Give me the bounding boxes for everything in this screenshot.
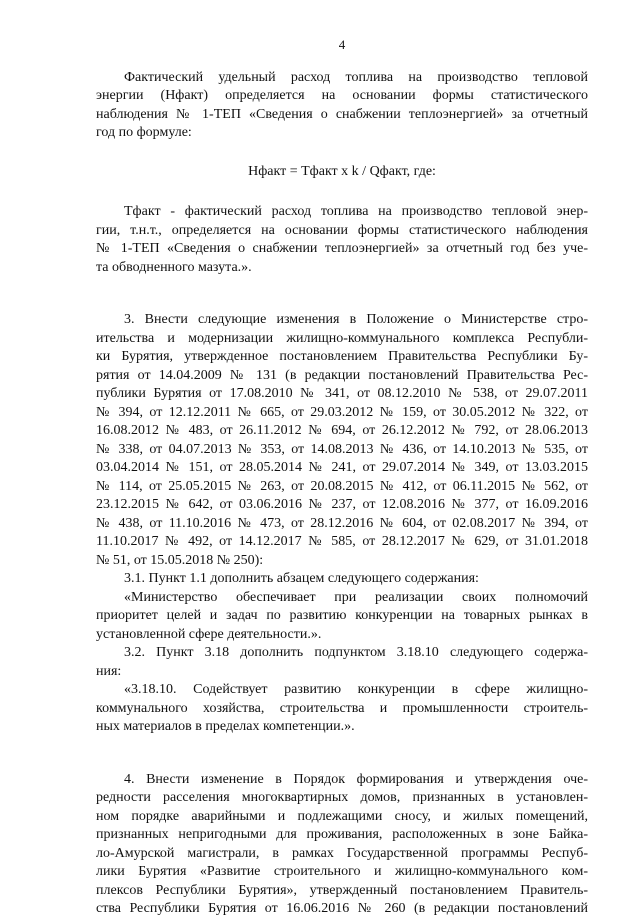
- formula: Нфакт = Тфакт x k / Qфакт, где:: [248, 163, 436, 179]
- text-line: лики Бурятия «Развитие строительного и жилищно-коммунального ком-: [96, 864, 588, 879]
- text-line: публики Бурятия от 17.08.2010 № 341, от 08.12.2010 № 538, от 29.07.2011: [96, 386, 588, 401]
- text-line: ном порядке аварийными и подлежащими сносу, и жилых помещений,: [96, 808, 588, 824]
- text-line: «Министерство обеспечивает при реализации своих полномочий: [124, 589, 588, 605]
- text-line: ки Бурятия, утвержденное постановлением Правительства Республики Бу-: [96, 349, 588, 364]
- text-line: 23.12.2015 № 642, от 03.06.2016 № 237, от 12.08.2016 № 377, от 16.09.2016: [96, 497, 588, 512]
- text-line: ных материалов в пределах компетенции.».: [96, 719, 355, 734]
- text-line: приоритет целей и задач по развитию конкуренции на товарных рынках в: [96, 608, 588, 623]
- text-line: 3. Внести следующие изменения в Положение о Министерстве стро-: [124, 312, 588, 327]
- text-line: № 438, от 11.10.2016 № 473, от 28.12.2016 № 604, от 02.08.2017 № 394, от: [96, 515, 588, 531]
- item-3-1-quote: [96, 589, 588, 645]
- text-line: гии, т.н.т., определяется на основании формы статистического наблюдения: [96, 222, 588, 238]
- text-line: признанных непригодными для проживания, расположенных в зоне Байка-: [96, 827, 588, 842]
- text-line: энергии (Нфакт) определяется на основании формы статистического: [96, 88, 588, 103]
- text-line: коммунального хозяйства, строительства и промышленности строитель-: [96, 700, 588, 716]
- text-line: 11.10.2017 № 492, от 14.12.2017 № 585, от 28.12.2017 № 629, от 31.01.2018: [96, 534, 588, 549]
- text-line: ло-Амурской магистрали, в рамках Государственной программы Респуб-: [96, 845, 588, 861]
- text-line: редности расселения многоквартирных домов, признанных в установлен-: [96, 790, 588, 805]
- text-line: Тфакт - фактический расход топлива на производство тепловой энер-: [124, 204, 588, 219]
- text-line: № 338, от 04.07.2013 № 353, от 14.08.2013 № 436, от 14.10.2013 № 535, от: [96, 441, 588, 457]
- text-line: ства Республики Бурятия от 16.06.2016 № 260 (в редакции постановлений: [96, 901, 588, 916]
- text-line: Фактический удельный расход топлива на производство тепловой: [124, 69, 588, 85]
- item-4-paragraph: [96, 771, 588, 919]
- item-3-paragraph: [96, 311, 588, 570]
- text-line: № 1-ТЕП «Сведения о снабжении теплоэнергией» за отчетный год без уче-: [96, 241, 588, 256]
- intro-paragraph: [96, 69, 588, 143]
- text-line: 4. Внести изменение в Порядок формирования и утверждения оче-: [124, 771, 588, 787]
- text-line: ительства и модернизации жилищно-коммунального комплекса Республи-: [96, 330, 588, 346]
- text-line: та обводненного мазута.».: [96, 259, 252, 275]
- item-3-2-paragraph: [96, 644, 588, 681]
- text-line: ния:: [96, 663, 122, 679]
- text-line: «3.18.10. Содействует развитию конкуренции в сфере жилищно-: [124, 682, 588, 697]
- text-line: 03.04.2014 № 151, от 28.05.2014 № 241, от 29.07.2014 № 349, от 13.03.2015: [96, 460, 588, 475]
- text-line: год по формуле:: [96, 125, 192, 140]
- definition-paragraph: [96, 203, 588, 277]
- text-line: 3.2. Пункт 3.18 дополнить подпунктом 3.18.10 следующего содержа-: [124, 645, 588, 660]
- item-3-2-quote: [96, 681, 588, 737]
- text-line: № 114, от 25.05.2015 № 263, от 20.08.2015 № 412, от 06.11.2015 № 562, от: [96, 478, 588, 494]
- text-line: установленной сфере деятельности.».: [96, 626, 322, 642]
- page-number: 4: [338, 37, 346, 52]
- text-line: наблюдения № 1-ТЕП «Сведения о снабжении теплоэнергией» за отчетный: [96, 106, 588, 122]
- text-line: плексов Республики Бурятия», утвержденный постановлением Правитель-: [96, 882, 588, 898]
- text-line: 3.1. Пункт 1.1 дополнить абзацем следующего содержания:: [124, 571, 479, 586]
- text-line: 16.08.2012 № 483, от 26.11.2012 № 694, от 26.12.2012 № 792, от 28.06.2013: [96, 423, 588, 438]
- item-3-1-paragraph: [96, 570, 588, 589]
- text-line: № 394, от 12.12.2011 № 665, от 29.03.2012 № 159, от 30.05.2012 № 322, от: [96, 404, 588, 420]
- text-line: № 51, от 15.05.2018 № 250):: [96, 552, 264, 568]
- text-line: рятия от 14.04.2009 № 131 (в редакции постановлений Правительства Рес-: [96, 367, 588, 383]
